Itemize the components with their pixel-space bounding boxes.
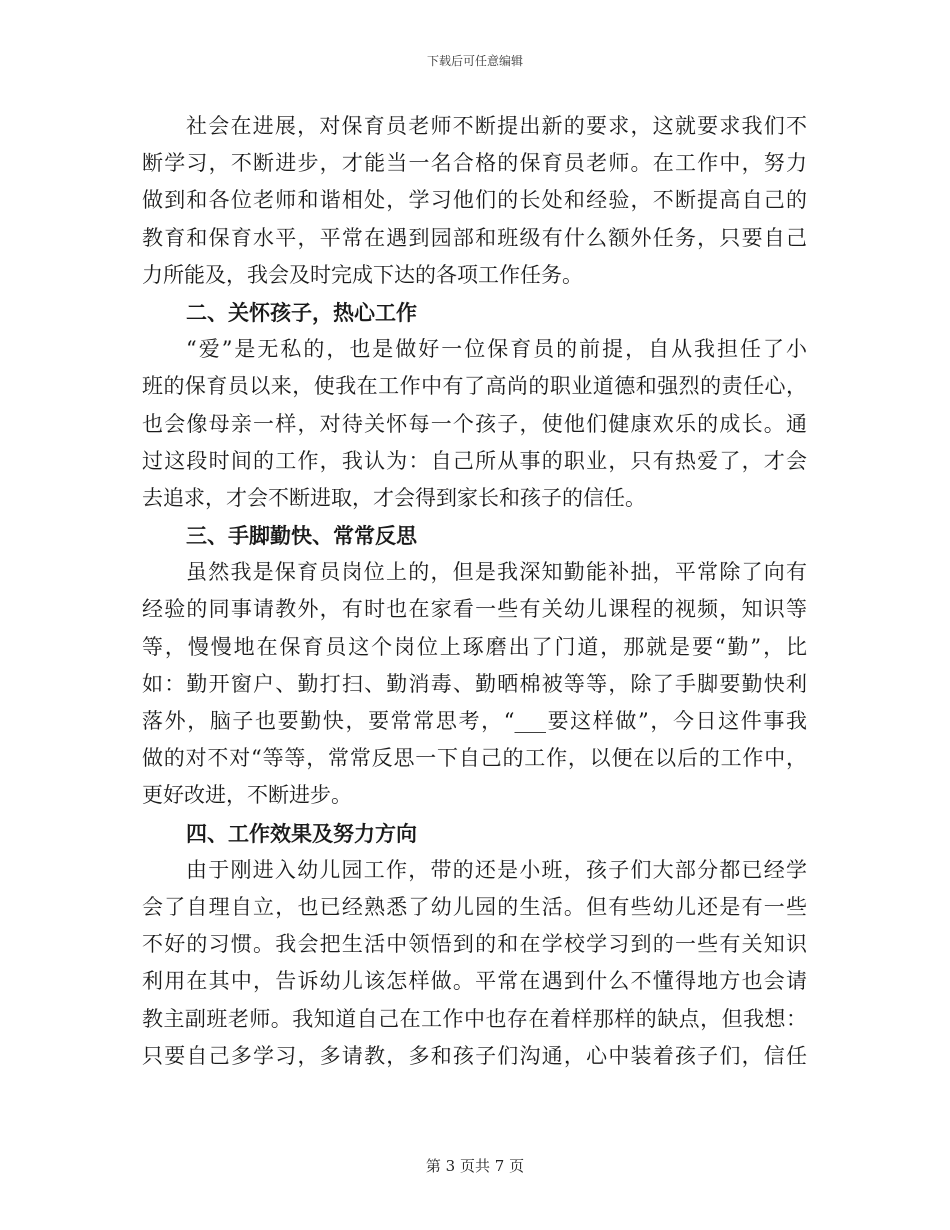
paragraph-line: 做到和各位老师和谐相处，学习他们的长处和经验，不断提高自己的: [142, 188, 807, 213]
section-heading: 四、工作效果及努力方向: [186, 820, 417, 846]
section-heading: 二、关怀孩子，热心工作: [186, 299, 417, 325]
page-number-footer: 第 3 页共 7 页: [425, 1157, 525, 1175]
paragraph-line: “爱”是无私的，也是做好一位保育员的前提，自从我担任了小: [186, 337, 807, 362]
paragraph-line: 利用在其中，告诉幼儿该怎样做。平常在遇到什么不懂得地方也会请: [142, 969, 807, 994]
paragraph-line: 断学习，不断进步，才能当一名合格的保育员老师。在工作中，努力: [142, 151, 807, 176]
paragraph-line: 更好改进，不断进步。: [142, 783, 352, 808]
paragraph-line: 教育和保育水平，平常在遇到园部和班级有什么额外任务，只要自己: [142, 225, 807, 250]
paragraph-line: 力所能及，我会及时完成下达的各项工作任务。: [142, 262, 583, 287]
paragraph-line: 也会像母亲一样，对待关怀每一个孩子，使他们健康欢乐的成长。通: [142, 411, 807, 436]
paragraph-line: 过这段时间的工作，我认为：自己所从事的职业，只有热爱了，才会: [142, 448, 807, 473]
paragraph-line: 去追求，才会不断进取，才会得到家长和孩子的信任。: [142, 485, 646, 510]
paragraph-line: 班的保育员以来，使我在工作中有了高尚的职业道德和强烈的责任心，: [142, 374, 807, 399]
paragraph-line: 教主副班老师。我知道自己在工作中也存在着样那样的缺点，但我想：: [142, 1006, 807, 1031]
paragraph-line: 由于刚进入幼儿园工作，带的还是小班，孩子们大部分都已经学: [186, 857, 807, 882]
paragraph-line: 如：勤开窗户、勤打扫、勤消毒、勤晒棉被等等，除了手脚要勤快利: [142, 671, 807, 696]
paragraph-line: 虽然我是保育员岗位上的，但是我深知勤能补拙，平常除了向有: [186, 560, 807, 585]
paragraph-line: 只要自己多学习，多请教，多和孩子们沟通，心中装着孩子们，信任: [142, 1043, 807, 1068]
section-heading: 三、手脚勤快、常常反思: [186, 523, 417, 549]
paragraph-line: 等，慢慢地在保育员这个岗位上琢磨出了门道，那就是要“勤”，比: [142, 634, 807, 659]
paragraph-line: 经验的同事请教外，有时也在家看一些有关幼儿课程的视频，知识等: [142, 597, 807, 622]
paragraph-line: 落外，脑子也要勤快，要常常思考，“___要这样做”，今日这件事我: [142, 709, 807, 733]
paragraph-line: 不好的习惯。我会把生活中领悟到的和在学校学习到的一些有关知识: [142, 932, 807, 957]
document-body: [142, 108, 807, 1075]
paragraph-line: 做的对不对“等等，常常反思一下自己的工作，以便在以后的工作中，: [142, 746, 807, 771]
header-note: 下载后可任意编辑: [426, 54, 523, 68]
paragraph-line: 会了自理自立，也已经熟悉了幼儿园的生活。但有些幼儿还是有一些: [142, 894, 807, 919]
paragraph-line: 社会在进展，对保育员老师不断提出新的要求，这就要求我们不: [186, 114, 807, 138]
